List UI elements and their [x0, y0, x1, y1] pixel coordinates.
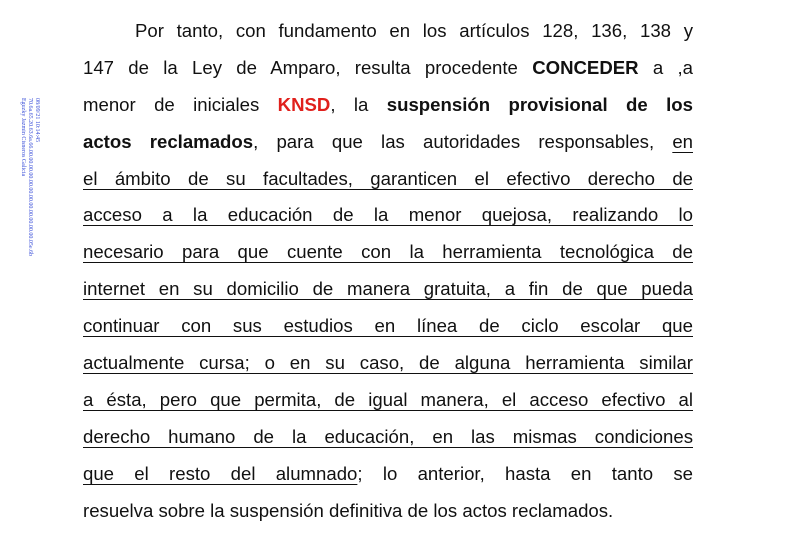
paragraph-line-8: internet en su domicilio de manera gratuita, a fin de que pueda [83, 278, 693, 300]
resolution-paragraph [83, 13, 693, 529]
conceder-keyword: CONCEDER [532, 56, 639, 78]
paragraph-line-13: que el resto del alumnado; lo anterior, hasta en tanto se [83, 462, 693, 484]
minor-initials: KNSD [277, 93, 331, 115]
signature-stamp [16, 96, 44, 296]
paragraph-line-4: actos reclamados, para que las autoridades responsables, en [83, 130, 693, 152]
paragraph-line-3: menor de iniciales KNSD, la suspensión provisional de los [83, 93, 693, 115]
signature-date: 08/09/21 10:14:45 [34, 98, 40, 143]
paragraph-line-5: el ámbito de su facultades, garanticen el efectivo derecho de [83, 167, 693, 189]
paragraph-line-7: necesario para que cuente con la herramienta tecnológica de [83, 241, 693, 263]
paragraph-line-2: 147 de la Ley de Amparo, resulta procedente CONCEDER a ,a [83, 56, 694, 78]
paragraph-line-11: a ésta, pero que permita, de igual manera, el acceso efectivo al [83, 388, 693, 410]
paragraph-line-10: actualmente cursa; o en su caso, de alguna herramienta similar [83, 352, 693, 374]
signature-hash: 70.6a.65.20.63.6a.66.00.00.00.00.00.00.00.00.00.00.00.00.05e.6b [27, 98, 33, 256]
signature-name: Eguzky Jazmin Cisneros Galicia [20, 98, 26, 177]
paragraph-line-6: acceso a la educación de la menor quejosa, realizando lo [83, 204, 693, 226]
electronic-signature [16, 96, 44, 296]
paragraph-line-9: continuar con sus estudios en línea de ciclo escolar que [83, 315, 693, 337]
paragraph-line-12: derecho humano de la educación, en las mismas condiciones [83, 425, 693, 447]
paragraph-line-1: Por tanto, con fundamento en los artículos 128, 136, 138 y [135, 20, 693, 41]
paragraph-line-14: resuelva sobre la suspensión definitiva de los actos reclamados. [83, 499, 614, 521]
